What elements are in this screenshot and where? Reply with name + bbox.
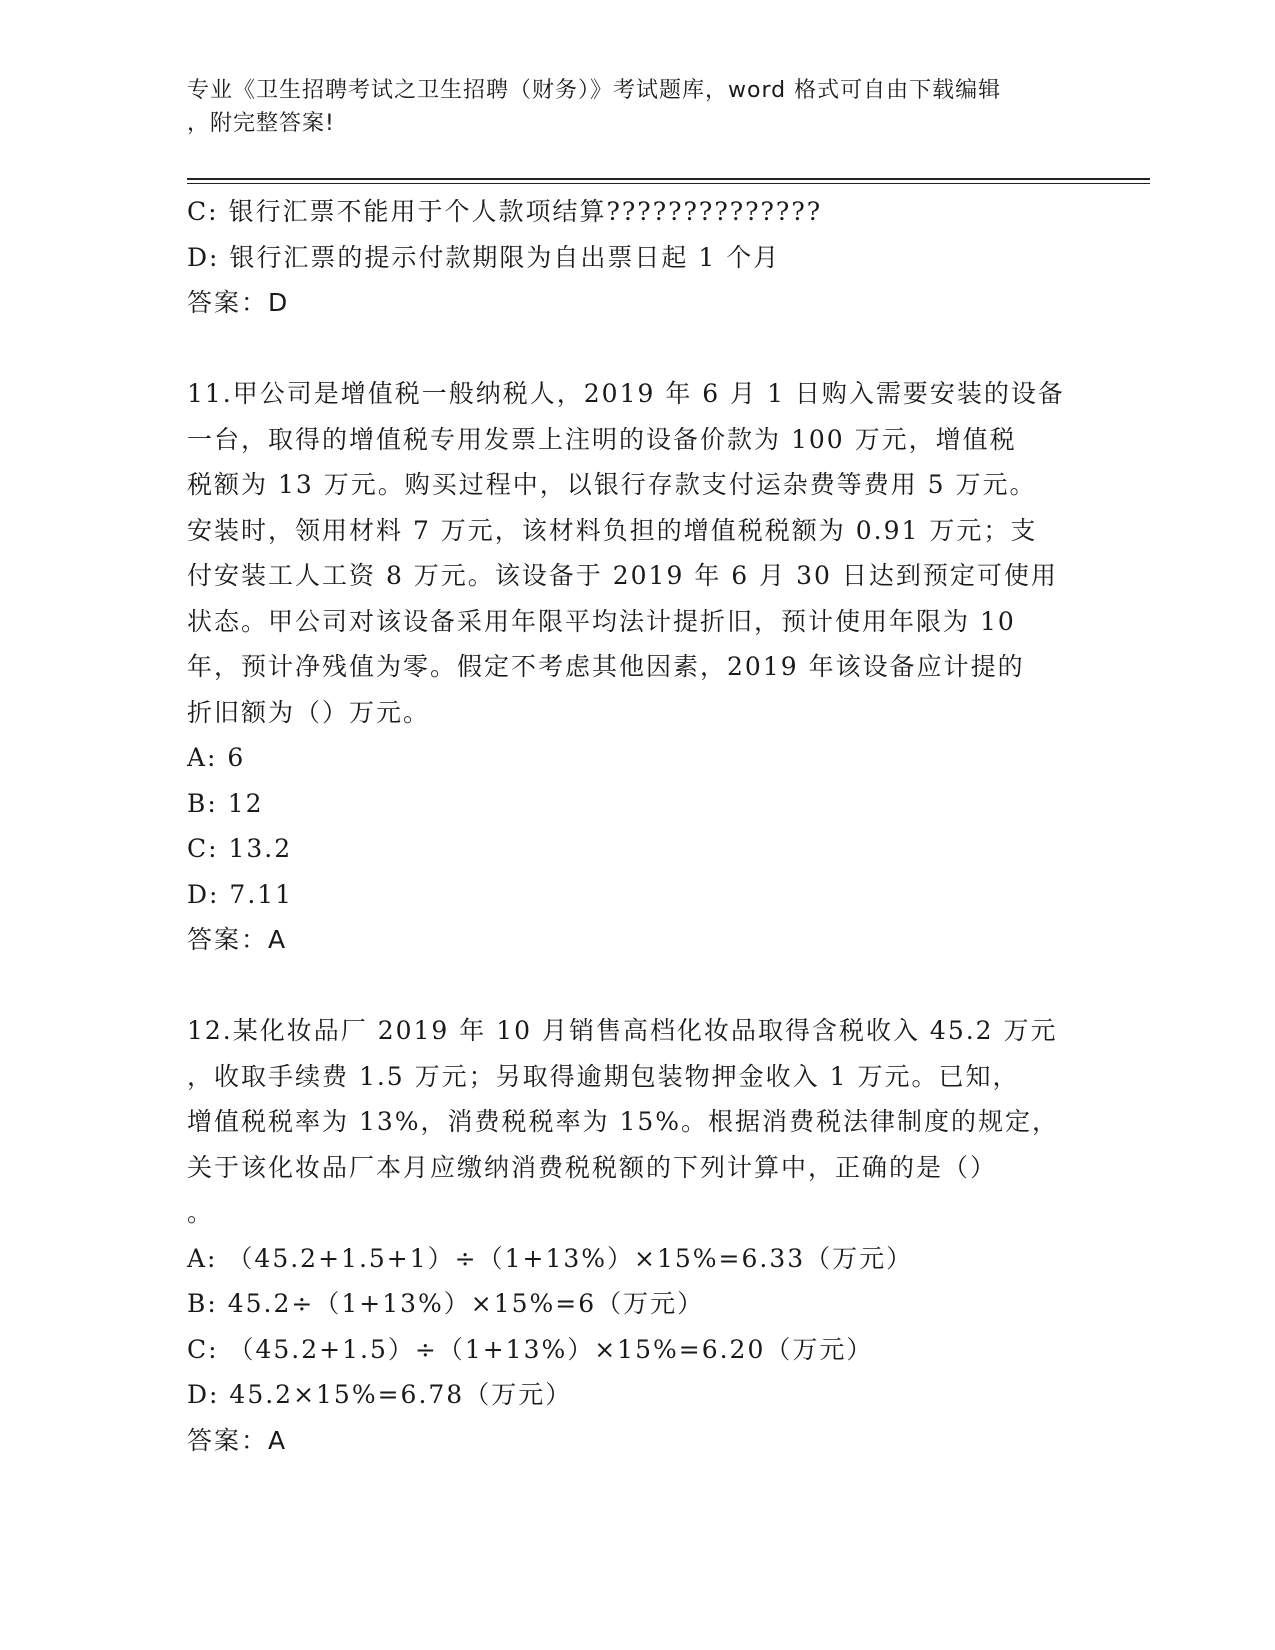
question-12 (187, 1008, 1087, 1463)
option-a: A: 6 (187, 743, 246, 772)
option-b: B: 12 (187, 788, 264, 818)
option-d: D: 45.2×15%=6.78（万元） (187, 1380, 573, 1409)
question-text-line: 一台，取得的增值税专用发票上注明的设备价款为 100 万元，增值税 (187, 424, 1017, 454)
question-text-line: 11.甲公司是增值税一般纳税人，2019 年 6 月 1 日购入需要安装的设备 (187, 379, 1065, 408)
question-text-line: 12.某化妆品厂 2019 年 10 月销售高档化妆品取得含税收入 45.2 万元 (187, 1016, 1058, 1045)
question-text-line: 年，预计净残值为零。假定不考虑其他因素，2019 年该设备应计提的 (187, 652, 1025, 681)
question-text-line: 税额为 13 万元。购买过程中，以银行存款支付运杂费等费用 5 万元。 (187, 470, 1037, 499)
question-text-line: 。 (187, 1198, 215, 1227)
answer-line: 答案：D (187, 288, 290, 317)
option-a: A: （45.2+1.5+1）÷（1+13%）×15%=6.33（万元） (187, 1243, 914, 1273)
question-text-line: 关于该化妆品厂本月应缴纳消费税税额的下列计算中，正确的是（） (187, 1152, 998, 1182)
question-11 (187, 371, 1087, 963)
question-text-line: 安装时，领用材料 7 万元，该材料负担的增值税税额为 0.91 万元；支 (187, 515, 1038, 545)
page-header (187, 74, 1067, 140)
option-c: C: （45.2+1.5）÷（1+13%）×15%=6.20（万元） (187, 1334, 874, 1364)
option-c: C: 13.2 (187, 834, 293, 863)
header-divider-thick (187, 178, 1150, 180)
question-text-line: 增值税税率为 13%，消费税税率为 15%。根据消费税法律制度的规定， (187, 1107, 1060, 1136)
option-c: C: 银行汇票不能用于个人款项结算?????????????? (187, 197, 823, 226)
answer-line: 答案：A (187, 1425, 288, 1455)
header-line-2: ，附完整答案! (187, 111, 335, 136)
question-text-line: 折旧额为（）万元。 (187, 697, 431, 727)
spacer (187, 326, 1087, 372)
option-d: D: 银行汇票的提示付款期限为自出票日起 1 个月 (187, 242, 781, 272)
spacer (187, 963, 1087, 1009)
header-divider-thin (187, 183, 1150, 184)
option-b: B: 45.2÷（1+13%）×15%=6（万元） (187, 1289, 705, 1318)
question-text-line: 状态。甲公司对该设备采用年限平均法计提折旧，预计使用年限为 10 (187, 606, 1016, 636)
prev-question (187, 189, 1087, 326)
header-line-1: 专业《卫生招聘考试之卫生招聘（财务）》考试题库，word 格式可自由下载编辑 (187, 78, 1002, 103)
question-text-line: 付安装工人工资 8 万元。该设备于 2019 年 6 月 30 日达到预定可使用 (187, 561, 1058, 590)
option-d: D: 7.11 (187, 879, 294, 909)
question-text-line: ，收取手续费 1.5 万元；另取得逾期包装物押金收入 1 万元。已知， (187, 1061, 1020, 1091)
answer-line: 答案：A (187, 925, 288, 954)
question-content (187, 189, 1087, 1463)
